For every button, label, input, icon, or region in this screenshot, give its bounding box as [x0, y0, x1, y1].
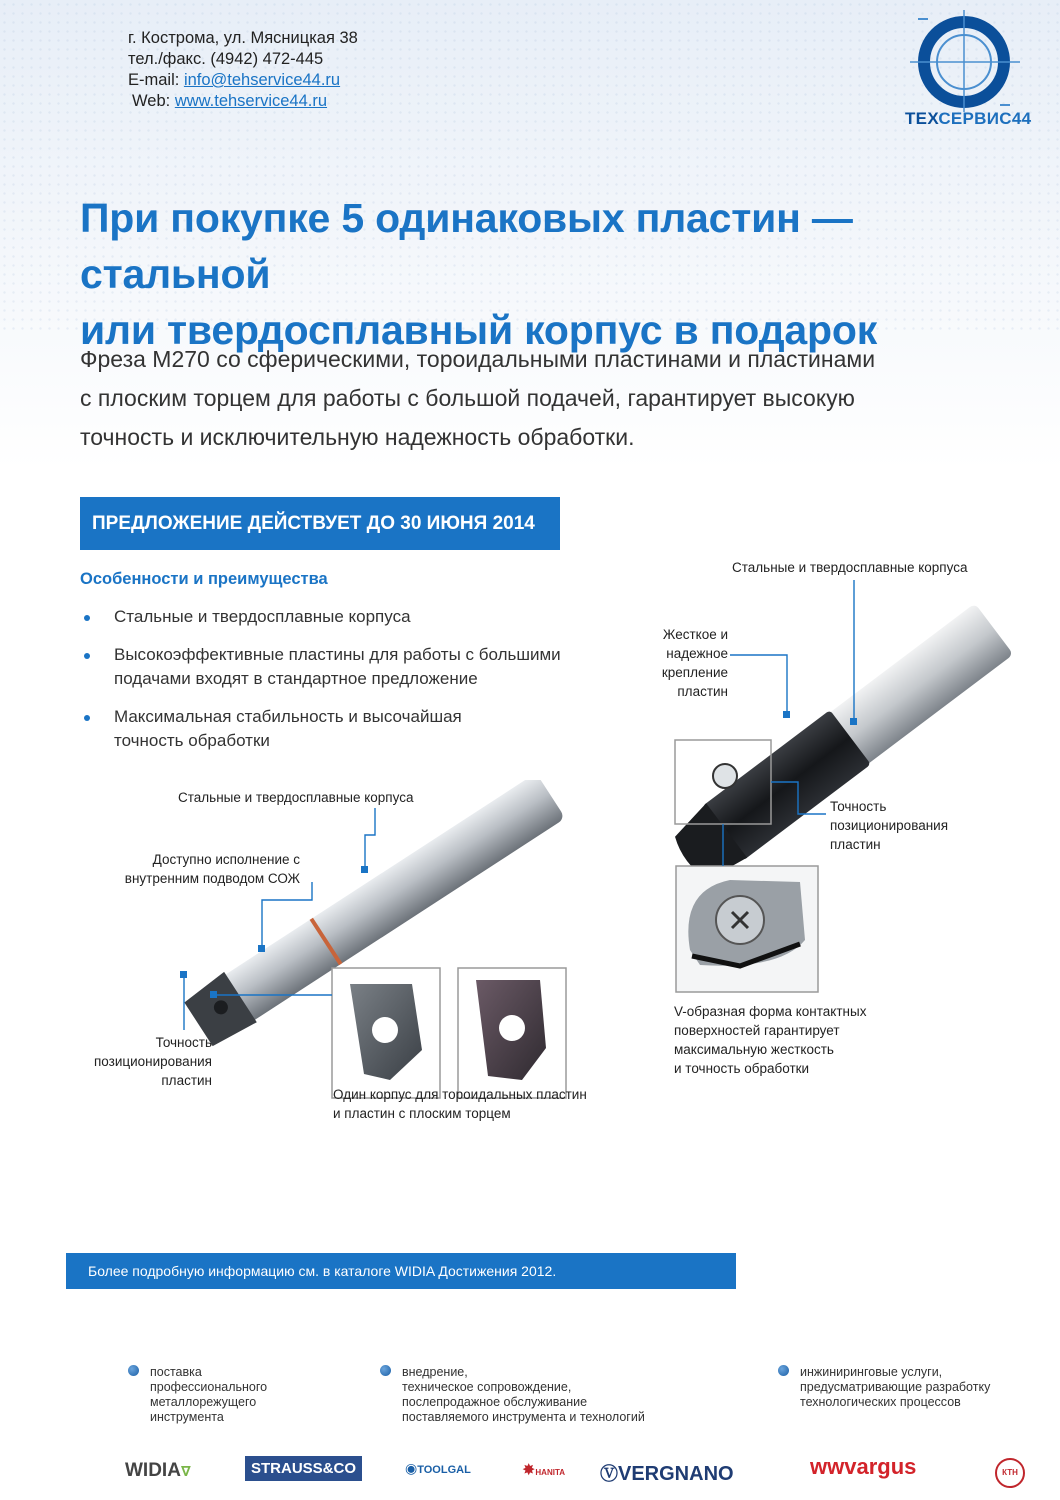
features-list: [80, 605, 620, 767]
bullet-icon: [84, 615, 90, 621]
service-line: техническое сопровождение,: [402, 1380, 572, 1394]
left-label-precision-line: Точность: [155, 1035, 212, 1050]
widia-mark-icon: ∇: [180, 1463, 191, 1479]
bullet-icon: [84, 715, 90, 721]
left-label-precision-line: позиционирования: [93, 1054, 212, 1069]
right-label-rigid-line: пластин: [677, 684, 728, 699]
right-label-vshape-line: максимальную жесткость: [674, 1042, 834, 1057]
brand-vergnano-logo: [600, 1460, 734, 1486]
feature-item: [80, 705, 620, 753]
right-label-rigid-line: надежное: [666, 646, 728, 661]
partner-brands: [0, 1450, 1060, 1490]
vergnano-mark-icon: Ⓥ: [600, 1464, 618, 1484]
intro-line3: точность и исключительную надежность обработки.: [80, 424, 635, 450]
left-label-inserts-line: и пластин с плоским торцем: [333, 1106, 511, 1121]
bullet-icon: [380, 1365, 391, 1376]
email-link[interactable]: info@tehservice44.ru: [183, 71, 341, 89]
intro-text: [80, 340, 960, 457]
service-item: [402, 1365, 645, 1425]
right-label-precision-line: позиционирования: [830, 818, 949, 833]
feature-line: точность обработки: [114, 731, 270, 750]
service-line: предусматривающие разработку: [800, 1380, 991, 1394]
service-line: послепродажное обслуживание: [402, 1395, 588, 1409]
left-label-coolant: [60, 850, 300, 888]
brand-toolgal-logo: [405, 1460, 471, 1477]
brand-vergnano-text: VERGNANO: [618, 1463, 734, 1485]
brand-toolgal-text: TOOLGAL: [417, 1464, 471, 1476]
feature-line: Высокоэффективные пластины для работы с большими: [114, 645, 561, 664]
left-label-coolant-line: Доступно исполнение с: [152, 852, 300, 867]
left-endmill-illustration: [150, 780, 630, 1100]
headline-line1: При покупке 5 одинаковых пластин — стальной: [80, 195, 853, 297]
feature-item: [80, 605, 620, 629]
left-label-bodies: Стальные и твердосплавные корпуса: [178, 790, 414, 805]
vargus-mark-icon: ᴡᴡ: [810, 1454, 845, 1479]
bullet-icon: [84, 653, 90, 659]
right-label-rigid: [620, 625, 728, 701]
left-label-precision-line: пластин: [161, 1073, 212, 1088]
toolgal-mark-icon: ◉: [405, 1460, 418, 1476]
bullet-icon: [778, 1365, 789, 1376]
features-title: Особенности и преимущества: [80, 570, 328, 588]
contact-block: [128, 28, 358, 112]
logo-wordmark: [905, 109, 1030, 129]
service-line: внедрение,: [402, 1365, 468, 1379]
contact-web-row: [128, 91, 358, 112]
feature-item: [80, 643, 620, 691]
headline: [80, 190, 1040, 358]
offer-banner: ПРЕДЛОЖЕНИЕ ДЕЙСТВУЕТ ДО 30 ИЮНЯ 2014: [80, 497, 560, 550]
service-line: металлорежущего: [150, 1395, 257, 1409]
brand-widia-text: WIDIA: [125, 1460, 181, 1481]
headline-line2: или твердосплавный корпус в подарок: [80, 307, 878, 353]
service-line: поставка: [150, 1365, 202, 1379]
service-item: [150, 1365, 267, 1425]
brand-ktn-logo: КТН: [995, 1458, 1025, 1488]
left-label-coolant-line: внутренним подводом СОЖ: [124, 871, 300, 886]
right-label-precision: [830, 797, 948, 854]
intro-line1: Фреза M270 со сферическими, тороидальными пластинами и пластинами: [80, 346, 876, 372]
brand-hanita-logo: [522, 1460, 565, 1480]
brand-widia-logo: [125, 1460, 191, 1482]
left-label-inserts: [333, 1085, 587, 1123]
right-label-vshape-line: V-образная форма контактных: [674, 1004, 867, 1019]
email-label: E-mail:: [128, 71, 180, 89]
left-label-precision: [40, 1033, 212, 1090]
hanita-mark-icon: ✸: [522, 1462, 536, 1479]
right-label-vshape: [674, 1002, 866, 1078]
contact-address: г. Кострома, ул. Мясницкая 38: [128, 29, 358, 47]
intro-line2: с плоским торцем для работы с большой подачей, гарантирует высокую: [80, 385, 855, 411]
service-line: профессионального: [150, 1380, 268, 1394]
brand-strauss-logo: STRAUSS&CO: [245, 1456, 362, 1481]
right-label-vshape-line: и точность обработки: [674, 1061, 810, 1076]
logo-text-part1: ТЕХ: [905, 109, 939, 128]
bullet-icon: [128, 1365, 139, 1376]
service-item: [800, 1365, 990, 1410]
web-label: Web:: [132, 92, 171, 110]
contact-phone: тел./факс. (4942) 472-445: [128, 50, 324, 68]
right-label-precision-line: Точность: [830, 799, 887, 814]
brand-hanita-text: HANITA: [535, 1468, 566, 1477]
right-label-bodies: Стальные и твердосплавные корпуса: [732, 560, 968, 575]
feature-line: Максимальная стабильность и высочайшая: [114, 707, 462, 726]
right-label-precision-line: пластин: [830, 837, 881, 852]
brand-vargus-logo: [810, 1454, 916, 1480]
catalog-info-bar: Более подробную информацию см. в каталоге WIDIA Достижения 2012.: [66, 1253, 736, 1289]
web-link[interactable]: www.tehservice44.ru: [174, 92, 328, 110]
feature-line: Стальные и твердосплавные корпуса: [114, 607, 411, 626]
contact-email-row: [128, 70, 358, 91]
service-line: инструмента: [150, 1410, 224, 1424]
feature-line: подачами входят в стандартное предложение: [114, 669, 478, 688]
service-line: технологических процессов: [800, 1395, 961, 1409]
service-line: инжиниринговые услуги,: [800, 1365, 943, 1379]
brand-vargus-text: vargus: [844, 1454, 917, 1479]
logo-text-part2: СЕРВИС44: [938, 109, 1032, 128]
right-label-rigid-line: Жесткое и: [662, 627, 728, 642]
right-label-vshape-line: поверхностей гарантирует: [674, 1023, 840, 1038]
service-line: поставляемого инструмента и технологий: [402, 1410, 645, 1424]
left-label-inserts-line: Один корпус для тороидальных пластин: [333, 1087, 587, 1102]
right-label-rigid-line: крепление: [661, 665, 728, 680]
